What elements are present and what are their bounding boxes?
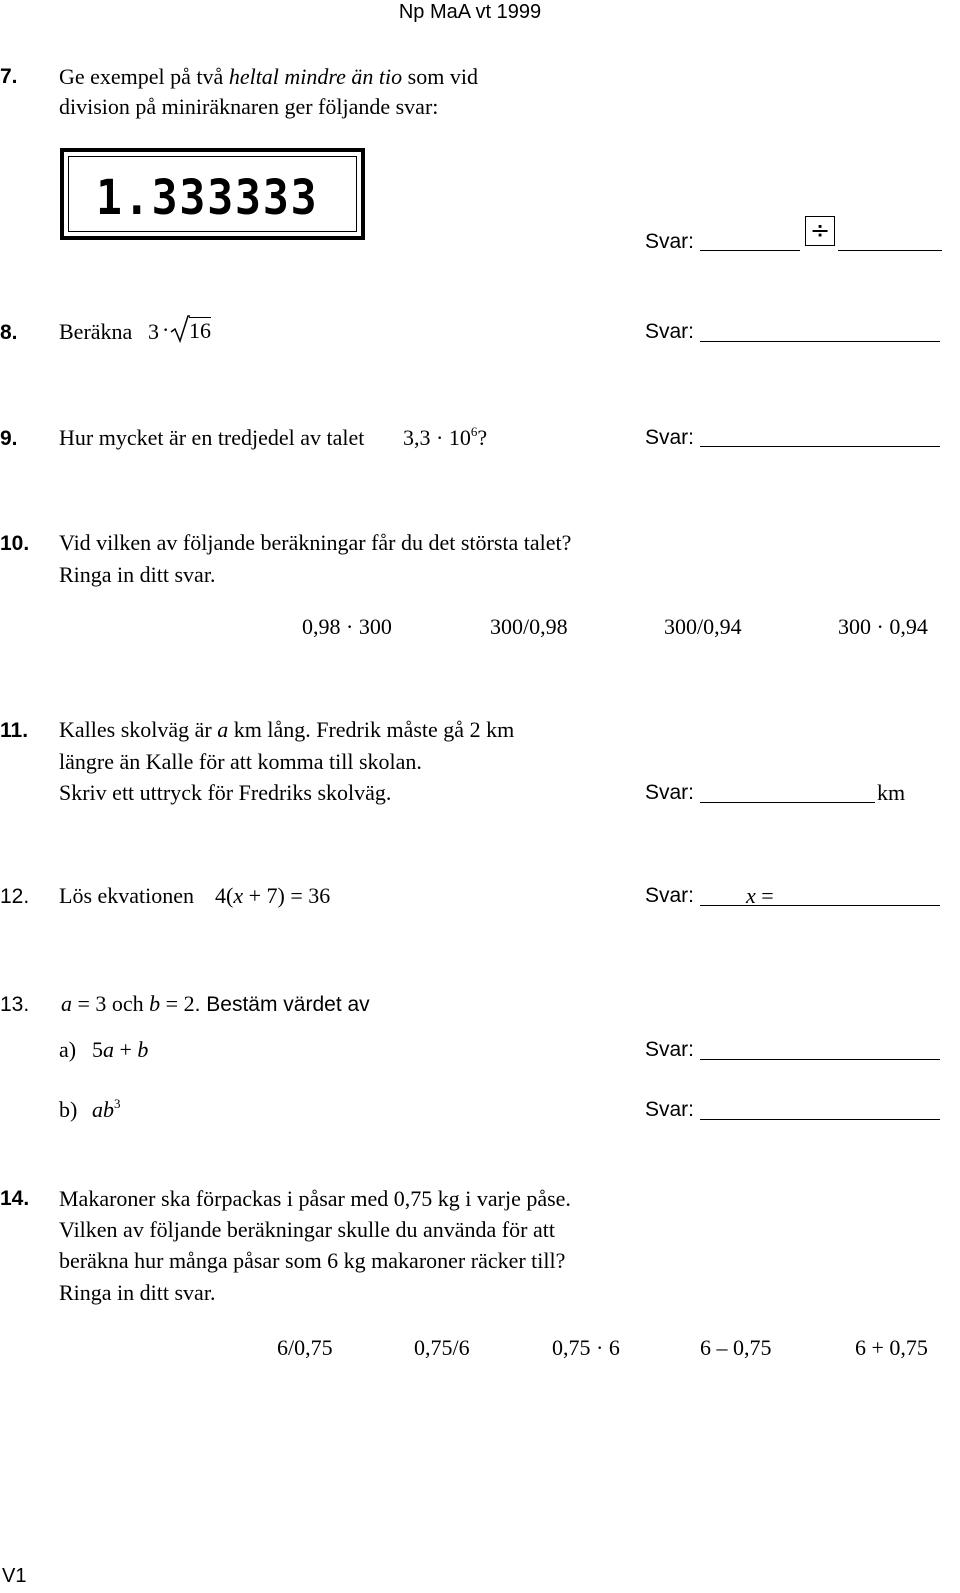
question-9-text: Hur mycket är en tredjedel av talet <box>59 425 365 450</box>
question-11-number: 11. <box>0 719 29 742</box>
question-9-mantissa: 3,3 <box>403 425 431 450</box>
question-12-rhs: = 36 <box>284 883 331 908</box>
question-13-a-eq: = 3 och <box>72 991 150 1016</box>
question-13a-svar-label: Svar: <box>645 1038 695 1061</box>
question-14-option-4[interactable]: 6 – 0,75 <box>700 1335 772 1360</box>
question-12-number: 12. <box>0 885 30 908</box>
question-13-part-a-var2: b <box>137 1037 149 1062</box>
question-12-svar-label: Svar: <box>645 884 695 907</box>
question-10-line1: Vid vilken av följande beräkningar får du det största talet? <box>59 530 572 555</box>
question-8-number: 8. <box>0 321 18 344</box>
question-9-svar-label: Svar: <box>645 426 695 449</box>
question-8-factor: 3 <box>148 319 159 344</box>
question-12-coef: 4 <box>215 883 226 908</box>
calculator-display-value: 1.333333 <box>96 170 319 226</box>
question-10-option-4[interactable]: 300 · 0,94 <box>838 614 928 639</box>
divide-icon: ÷ <box>805 216 835 246</box>
question-13-part-b-expression <box>92 1096 121 1122</box>
question-7-line2: division på miniräknaren ger följande svar: <box>59 94 439 119</box>
question-14-line4: Ringa in ditt svar. <box>59 1280 216 1305</box>
question-11-svar-label: Svar: <box>645 781 695 804</box>
question-10-line2: Ringa in ditt svar. <box>59 562 216 587</box>
question-9-end: ? <box>477 425 488 450</box>
question-14-line2: Vilken av följande beräkningar skulle du använda för att <box>59 1217 555 1242</box>
question-8-text: Beräkna <box>59 319 133 344</box>
question-9-exponent: 6 <box>470 424 478 439</box>
question-11-answer-line[interactable] <box>700 802 875 803</box>
question-12-close-paren: ) <box>277 883 285 908</box>
question-14-option-5[interactable]: 6 + 0,75 <box>855 1335 928 1360</box>
question-14-option-3[interactable]: 0,75 · 6 <box>552 1335 620 1360</box>
question-11-line3: Skriv ett uttryck för Fredriks skolväg. <box>59 780 392 805</box>
question-11-line1 <box>59 719 514 741</box>
question-7-answer-line-1[interactable] <box>700 250 800 251</box>
question-12-rest: + 7 <box>243 883 278 908</box>
question-8-dot: · <box>162 317 170 342</box>
question-9-expression <box>403 424 488 450</box>
question-14-number: 14. <box>0 1187 30 1210</box>
question-12-text: Lös ekvationen <box>59 883 195 908</box>
question-12-answer-line[interactable] <box>700 905 940 906</box>
question-9-dot: · <box>436 425 444 450</box>
calculator-display <box>60 148 365 240</box>
question-10-option-2[interactable]: 300/0,98 <box>490 614 568 639</box>
square-root-icon <box>170 314 190 344</box>
question-12-equation <box>215 885 330 907</box>
question-13a-answer-line[interactable] <box>700 1059 940 1060</box>
question-14-line1: Makaroner ska förpackas i påsar med 0,75 kg i varje påse. <box>59 1186 571 1211</box>
question-13-part-a-var1: a <box>103 1037 114 1062</box>
question-13-number: 13. <box>0 993 30 1016</box>
question-14-option-2[interactable]: 0,75/6 <box>414 1335 470 1360</box>
question-13-part-a-label: a) <box>59 1037 77 1062</box>
question-13-part-b-label: b) <box>59 1097 78 1122</box>
question-13-part-a-plus: + <box>114 1037 138 1062</box>
question-11-line1-pre: Kalles skolväg är <box>59 717 218 742</box>
question-7-line1-italic: heltal mindre än tio <box>228 64 403 89</box>
question-11-line2: längre än Kalle för att komma till skolan. <box>59 749 422 774</box>
question-13b-answer-line[interactable] <box>700 1119 940 1120</box>
question-7-line1-post: som vid <box>402 64 478 89</box>
question-10-option-3[interactable]: 300/0,94 <box>664 614 742 639</box>
question-7-svar-label: Svar: <box>645 230 695 253</box>
question-13-part-b-expr: ab <box>92 1097 114 1122</box>
question-13-b-eq: = 2 <box>160 991 195 1016</box>
question-10-number: 10. <box>0 532 30 555</box>
question-13-part-a-expression <box>92 1039 148 1061</box>
question-8-svar-label: Svar: <box>645 320 695 343</box>
question-14-line3: beräkna hur många påsar som 6 kg makaroner räcker till? <box>59 1248 566 1273</box>
question-9-number: 9. <box>0 427 18 450</box>
question-13-part-a-coef: 5 <box>92 1037 103 1062</box>
version-footer: V1 <box>2 1565 27 1587</box>
question-13-b-var: b <box>149 991 161 1016</box>
question-11-unit: km <box>877 780 906 805</box>
question-12-answer-prefix <box>746 885 774 907</box>
question-7-answer-line-2[interactable] <box>838 250 942 251</box>
question-9-base: 10 <box>448 425 471 450</box>
question-13-intro <box>61 993 370 1015</box>
question-12-answer-eq: = <box>755 883 774 908</box>
question-14-option-1[interactable]: 6/0,75 <box>277 1335 333 1360</box>
question-12-open-paren: ( <box>226 883 234 908</box>
question-12-var: x <box>233 883 244 908</box>
question-12-answer-var: x <box>746 883 756 908</box>
question-8-radicand: 16 <box>189 318 211 343</box>
question-7-line1 <box>59 66 478 88</box>
question-13b-svar-label: Svar: <box>645 1098 695 1121</box>
question-8-answer-line[interactable] <box>700 341 940 342</box>
question-10-option-1[interactable]: 0,98 · 300 <box>302 614 392 639</box>
question-13-tail: . Bestäm värdet av <box>194 993 370 1016</box>
question-11-var: a <box>217 717 229 742</box>
question-13-a-var: a <box>61 991 72 1016</box>
question-7-line1-pre: Ge exempel på två <box>59 64 229 89</box>
question-13-part-b-exp: 3 <box>114 1096 121 1111</box>
page-header: Np MaA vt 1999 <box>398 1 542 23</box>
question-9-answer-line[interactable] <box>700 446 940 447</box>
question-11-line1-post: km lång. Fredrik måste gå 2 km <box>228 717 515 742</box>
question-7-number: 7. <box>0 65 18 88</box>
